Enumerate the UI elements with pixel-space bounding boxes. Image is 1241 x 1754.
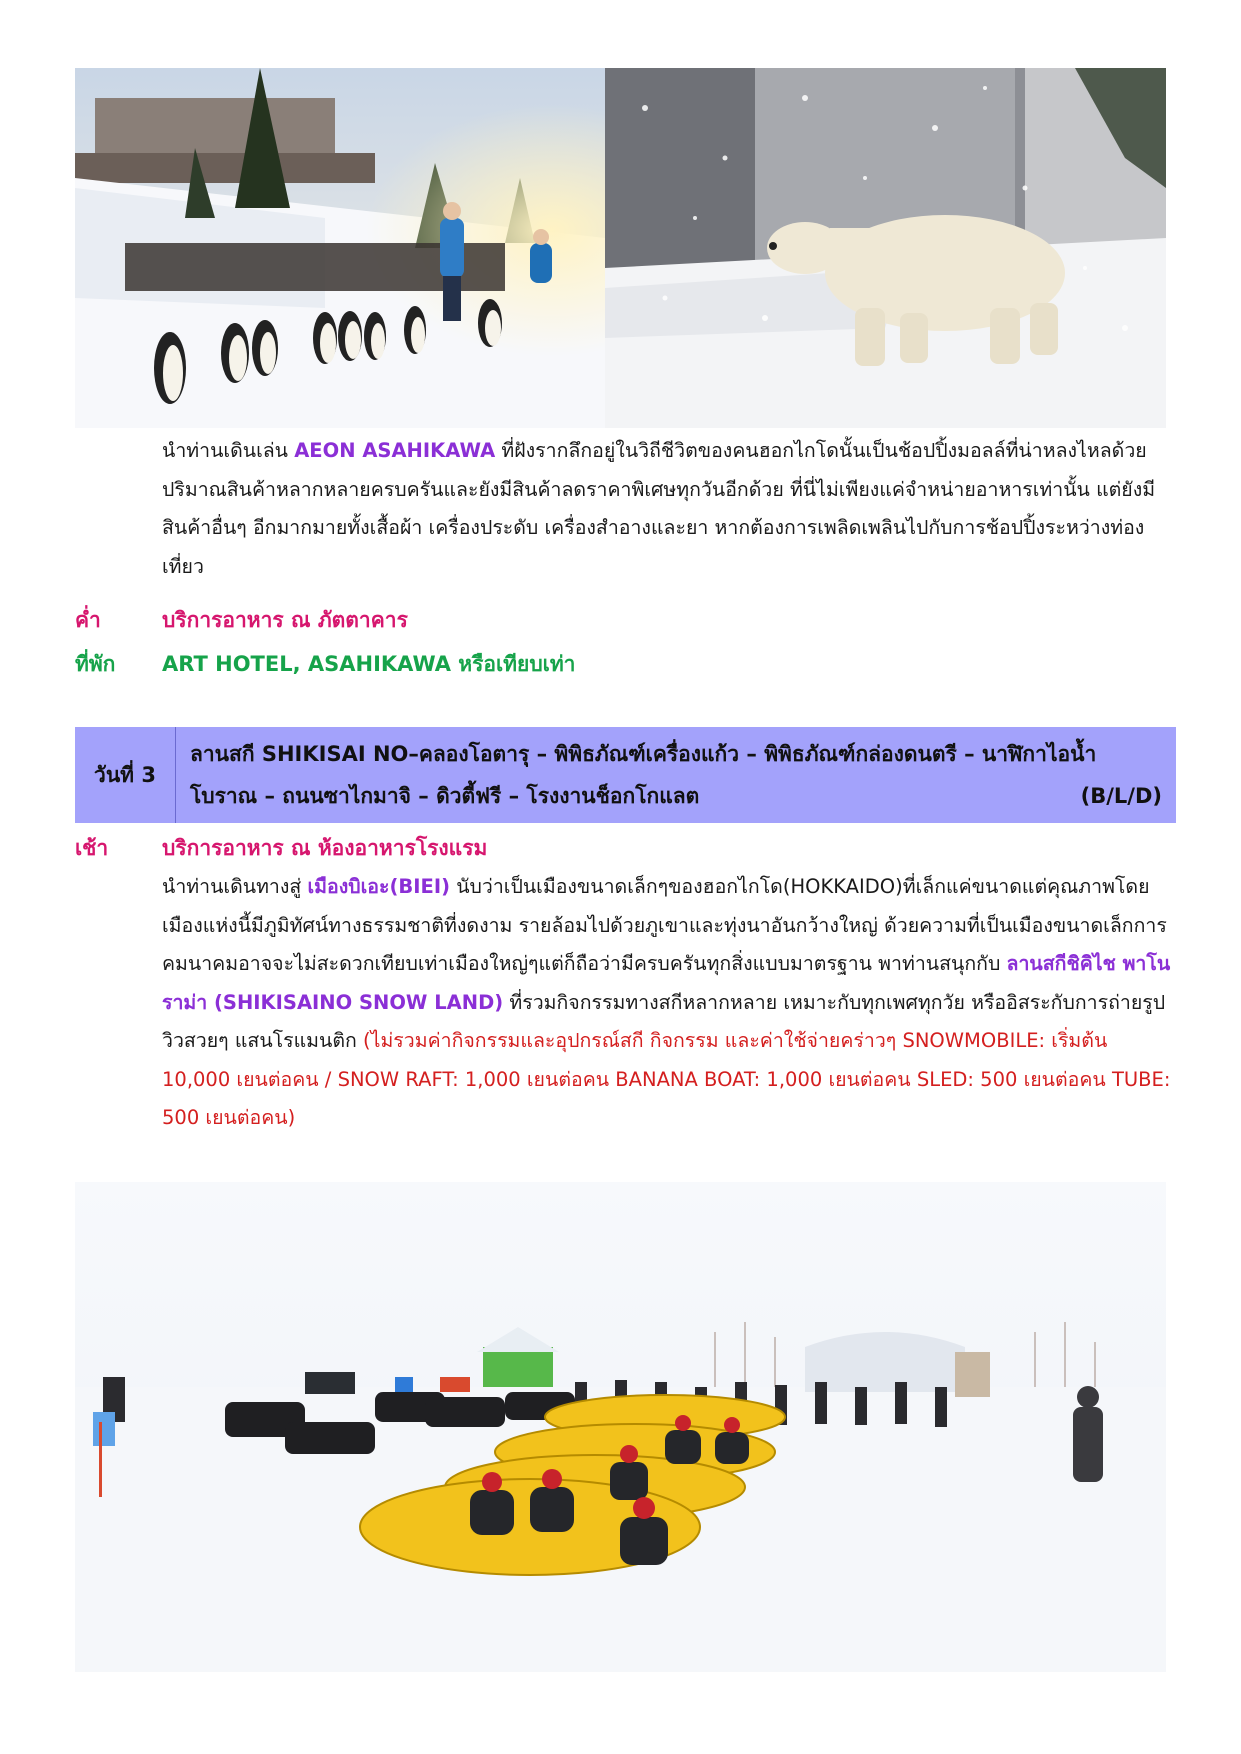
- paragraph-rest: ที่ฝังรากลึกอยู่ในวิถีชีวิตของคนฮอกไกโดนั้นเป็นช้อปปิ้งมอลล์ที่น่าหลงไหลด้วยปริมาณสินค้าหลากหลายครบครันและยังมีสินค้าลดราคาพิเศษทุกวันอีกด้วย ที่นี่ไม่เพียงแค่จำหน่ายอาหารเท่านั้น แต่ยังมีสินค้าอื่นๆ อีกมากมายทั้งเสื้อผ้า เครื่องประดับ เครื่องสำอางและยา หากต้องการเพลิดเพลินไปกับการช้อปปิ้งระหว่างท่องเที่ยว: [162, 439, 1156, 578]
- day-3-title-line-1: ลานสกี SHIKISAI NO–คลองโอตารุ – พิพิธภัณฑ์เครื่องแก้ว – พิพิธภัณฑ์กล่องดนตรี – นาฬิกาไอน้ำ: [190, 742, 1097, 766]
- polar-bear-photo: [605, 68, 1166, 428]
- biei-paragraph: [162, 868, 1172, 1138]
- dinner-label: ค่ำ: [75, 608, 101, 632]
- day-3-title-line-2: โบราณ – ถนนซาไกมาจิ – ดิวตี้ฟรี – โรงงานช็อกโกแลต: [190, 784, 700, 808]
- biei-part-3: ที่รวมกิจกรรมทางสกีหลากหลาย เหมาะกับทุกเพศทุกวัย หรืออิสระกับการถ่ายรูป วิวสวยๆ แสนโรแมนติก: [162, 990, 1166, 1052]
- aeon-asahikawa-highlight: AEON ASAHIKAWA: [294, 439, 496, 462]
- breakfast-label: เช้า: [75, 836, 109, 860]
- breakfast-text: บริการอาหาร ณ ห้องอาหารโรงแรม: [162, 836, 488, 860]
- hotel-label: ที่พัก: [75, 652, 116, 676]
- snow-land-photo: [75, 1182, 1166, 1672]
- activity-price-note: (ไม่รวมค่ากิจกรรมและอุปกรณ์สกี กิจกรรม และค่าใช้จ่ายคร่าวๆ SNOWMOBILE: เริ่มต้น 10,000 เยนต่อคน / SNOW RAFT: 1,000 เยนต่อคน BANANA BOAT: 1,000 เยนต่อคน SLED: 500 เยนต่อคน TUBE: 500 เยนต่อคน): [162, 1029, 1171, 1129]
- day-number: วันที่ 3: [75, 727, 176, 823]
- day-3-header: [75, 727, 1176, 823]
- dinner-text: บริการอาหาร ณ ภัตตาคาร: [162, 608, 408, 632]
- biei-part-1: นำท่านเดินทางสู่: [162, 875, 308, 898]
- aeon-asahikawa-paragraph: [162, 432, 1172, 586]
- snow-land-highlight: ลานสกีชิคิไช พาโนราม่า (SHIKISAINO SNOW LAND): [162, 952, 1171, 1014]
- hotel-text: ART HOTEL, ASAHIKAWA หรือเทียบเท่า: [162, 652, 576, 676]
- penguin-parade-photo: [75, 68, 605, 428]
- biei-link: เมืองบิเอะ(BIEI): [307, 875, 450, 898]
- day-3-title: [176, 727, 1176, 823]
- paragraph-lead: นำท่านเดินเล่น: [162, 439, 295, 462]
- biei-part-2: นับว่าเป็นเมืองขนาดเล็กๆของฮอกไกโด(HOKKAIDO)ที่เล็กแค่ขนาดแต่คุณภาพโดยเมืองแห่งนี้มีภูมิทัศน์ทางธรรมชาติที่งดงาม รายล้อมไปด้วยภูเขาและทุ่งนาอันกว้างใหญ่ ด้วยความที่เป็นเมืองขนาดเล็กการคมนาคมอาจจะไม่สะดวกเทียบเท่าเมืองใหญ่ๆแต่ก็ถือว่ามีครบครันทุกสิ่งแบบมาตรฐาน พาท่านสนุกกับ: [162, 875, 1167, 975]
- meal-code: (B/L/D): [1080, 784, 1162, 808]
